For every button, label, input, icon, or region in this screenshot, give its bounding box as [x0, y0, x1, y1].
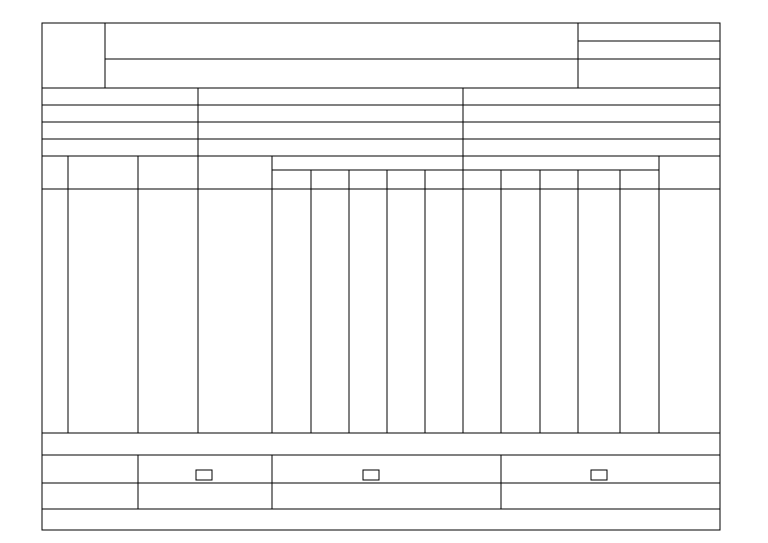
concession-accepted-checkbox[interactable]: [591, 470, 607, 480]
lot-accepted-checkbox[interactable]: [196, 470, 212, 480]
lot-rejected-checkbox[interactable]: [363, 470, 379, 480]
